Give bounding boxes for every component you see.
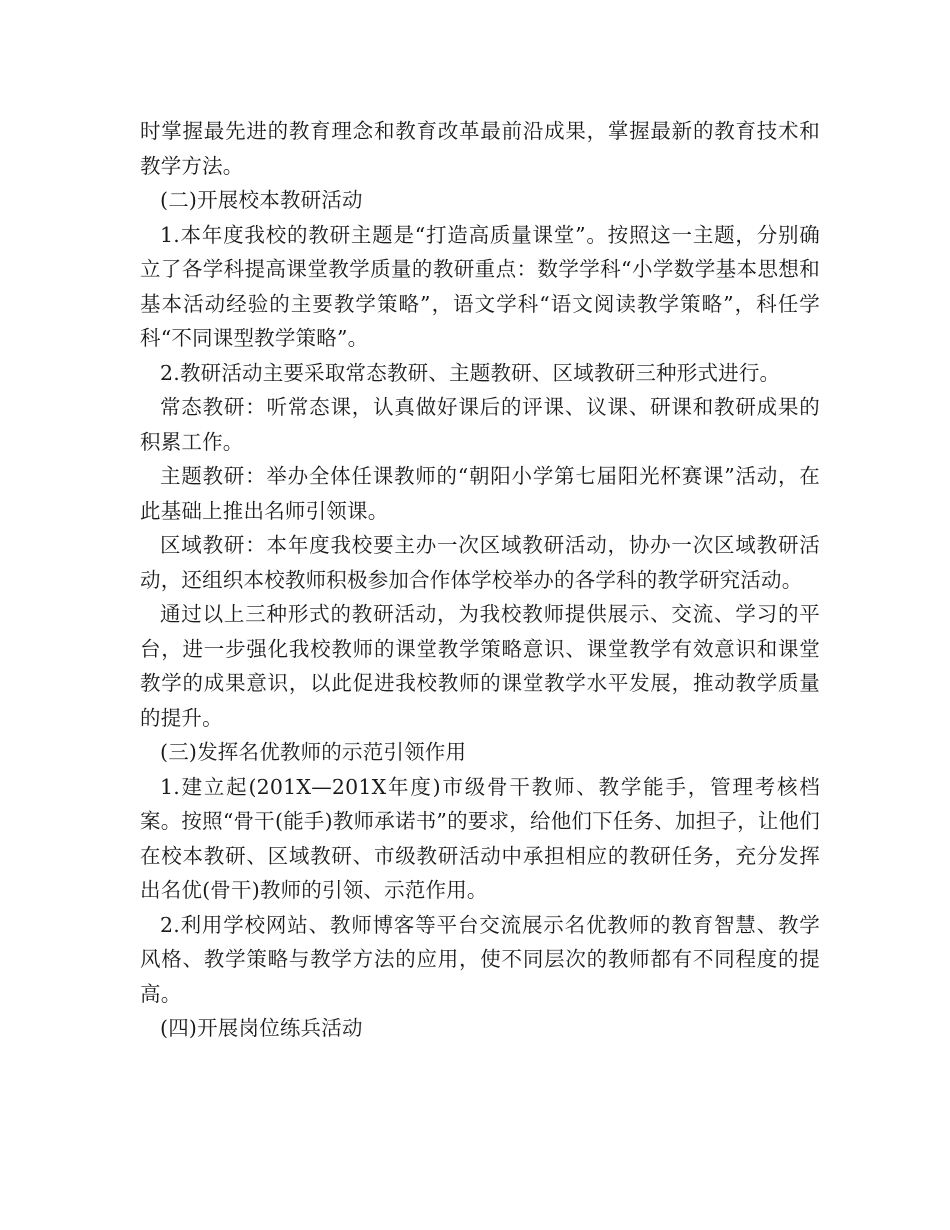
paragraph-continuation: 时掌握最先进的教育理念和教育改革最前沿成果，掌握最新的教育技术和教学方法。 <box>140 119 820 178</box>
paragraph-backbone-teachers: 1.建立起(201X—201X年度)市级骨干教师、教学能手，管理考核档案。按照“骨干(能手)教师承诺书”的要求，给他们下任务、加担子，让他们在校本教研、区域教研、市级教研活动中承担相应的教研任务，充分发挥出名优(骨干)教师的引领、示范作用。 <box>140 774 820 902</box>
paragraph-theme-research: 主题教研：举办全体任课教师的“朝阳小学第七届阳光杯赛课”活动，在此基础上推出名师引领课。 <box>140 464 820 523</box>
paragraph-summary: 通过以上三种形式的教研活动，为我校教师提供展示、交流、学习的平台，进一步强化我校教师的课堂教学策略意识、课堂教学有效意识和课堂教学的成果意识，以此促进我校教师的课堂教学水平发展，推动教学质量的提升。 <box>140 602 820 730</box>
section-heading-2: (二)开展校本教研活动 <box>160 188 363 212</box>
document-body <box>140 114 820 1046</box>
paragraph-regional-research: 区域教研：本年度我校要主办一次区域教研活动，协办一次区域教研活动，还组织本校教师积极参加合作体学校举办的各学科的教学研究活动。 <box>140 533 820 592</box>
paragraph-website-platform: 2.利用学校网站、教师博客等平台交流展示名优教师的教育智慧、教学风格、教学策略与教学方法的应用，使不同层次的教师都有不同程度的提高。 <box>140 912 820 1006</box>
section-heading-4: (四)开展岗位练兵活动 <box>160 1016 363 1040</box>
paragraph-research-theme: 1.本年度我校的教研主题是“打造高质量课堂”。按照这一主题，分别确立了各学科提高课堂教学质量的教研重点：数学学科“小学数学基本思想和基本活动经验的主要教学策略”，语文学科“语文阅读教学策略”，科任学科“不同课型教学策略”。 <box>140 222 820 350</box>
section-heading-3: (三)发挥名优教师的示范引领作用 <box>160 740 467 764</box>
paragraph-routine-research: 常态教研：听常态课，认真做好课后的评课、议课、研课和教研成果的积累工作。 <box>140 395 820 454</box>
paragraph-research-forms: 2.教研活动主要采取常态教研、主题教研、区域教研三种形式进行。 <box>160 360 781 385</box>
